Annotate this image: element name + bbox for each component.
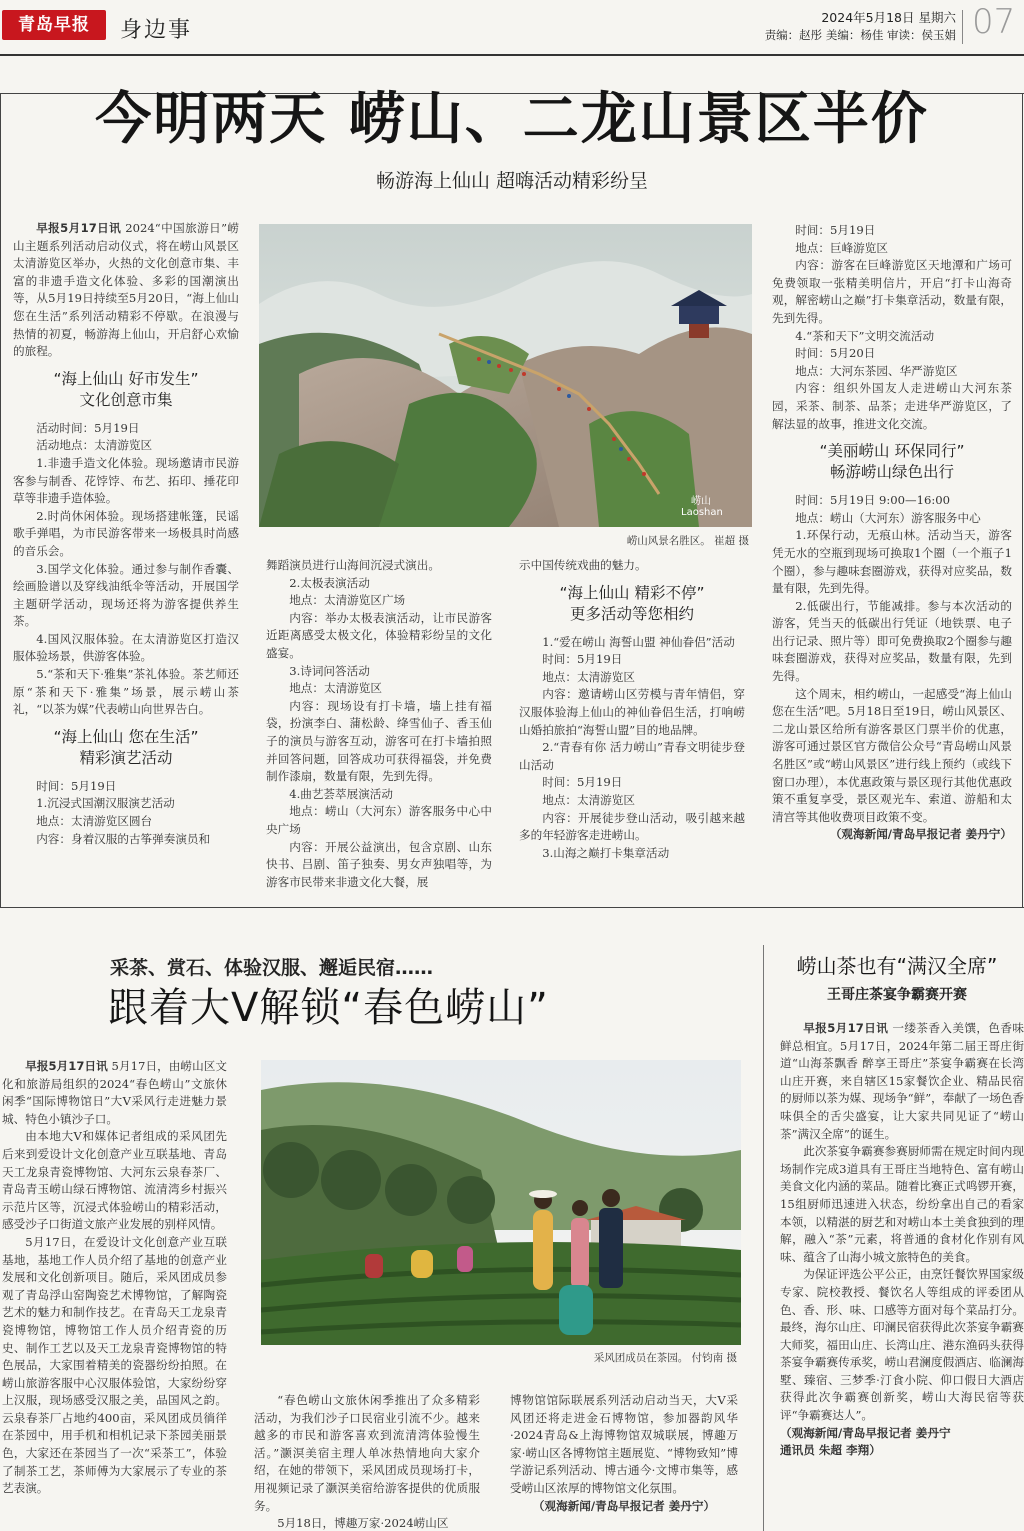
text-paragraph: 5月18日，博趣万家·2024崂山区 (277, 1516, 449, 1530)
article-3-byline: （观海新闻/青岛早报记者 姜丹宁 通讯员 朱超 李翔） (780, 1425, 951, 1458)
text-paragraph: 为保证评选公平公正，由烹饪餐饮界国家级专家、院校教授、餐饮名人等组成的评委团从色、香、形、味、口感等方面对每个菜品打分。最终，海尔山庄、印澜民宿获得此次茶宴争霸赛大师奖，福田山庄、长湾山庄、港东渔码头获得茶宴争霸赛传承奖，崂山君澜度假酒店、临澜海墅、臻宿、三梦季·汀食小院、仰口假日大酒店获得此次争霸赛创新奖，崂山大海民宿等获评“争霸赛达人”。 (780, 1267, 1024, 1423)
article-1-headline: 今明两天 崂山、二龙山景区半价 (95, 87, 929, 152)
article-1-column-3 (519, 557, 745, 897)
text-paragraph: 内容：邀请崂山区劳模与青年情侣，穿汉服体验海上仙山的神仙眷侣生活，打响崂山婚拍旅拍“海誓山盟”目的地品牌。 (519, 687, 745, 737)
text-paragraph: 内容：开展徒步登山活动，吸引越来越多的年轻游客走进崂山。 (519, 810, 745, 843)
text-paragraph: 1.环保行动，无痕山林。活动当天，游客凭无水的空瓶到现场可换取1个圈（一个瓶子1个圈），参与趣味套圈游戏，获得对应奖品，数量有限，先到先得。 (772, 528, 1012, 596)
text-paragraph: 地点：崂山（大河东）游客服务中心中央广场 (266, 804, 492, 836)
article-1-column-1 (13, 220, 239, 910)
text-paragraph: 2.“青春有你 活力崂山”青春文明徒步登山活动 (519, 740, 745, 772)
issue-date: 2024年5月18日 星期六 (821, 10, 956, 25)
tea-garden-photo (261, 1060, 741, 1345)
subhead-creative-market: “海上仙山 好市发生” 文化创意市集 (53, 369, 199, 409)
text-paragraph: 内容：游客在巨峰游览区天地潭和广场可免费领取一张精美明信片，开启“打卡山海奇观，解密崂山之巅”打卡集章活动，数量有限，先到先得。 (772, 258, 1012, 325)
text-paragraph: 5月17日，在爱设计文化创意产业互联基地，基地工作人员介绍了基地的创意产业发展和文化创新项目。随后，采风团成员参观了青岛浮山窑陶瓷艺术博物馆，了解陶瓷艺术的魅力和制作技艺。在青岛天工龙泉青瓷博物馆，博物馆工作人员介绍青瓷的历史、制作工艺以及天工龙泉青瓷博物馆的特色展品，大家围着精美的瓷器纷纷拍照。在崂山旅游客服中心汉服体验馆，大家纷纷穿上汉服，现场感受汉服之美，品国风之韵。云泉春茶厂占地约400亩，采风团成员徜徉在茶园中，用手机和相机记录下茶园美丽景色，大家还在茶园当了一次“采茶工”，体验了制茶工艺，茶师傅为大家展示了专业的茶艺表演。 (2, 1234, 227, 1496)
text-line: 地点：太清游览区 (542, 792, 635, 807)
article-2-headline: 跟着大V解锁“春色崂山” (108, 985, 549, 1031)
article-1-column-2 (266, 557, 492, 897)
text-line: 舞蹈演员进行山海间沉浸式演出。 (266, 558, 440, 572)
tea-garden-illustration (261, 1060, 741, 1345)
text-paragraph: 内容：举办太极表演活动，让市民游客近距离感受太极文化，体验精彩纷呈的文化盛宴。 (266, 610, 492, 660)
text-line: 时间：5月19日 (36, 778, 117, 793)
article-2-column-1 (2, 1058, 227, 1530)
text-paragraph: 4.国风汉服体验。在太清游览区打造汉服体验场景，供游客体验。 (13, 631, 239, 664)
text-paragraph: 此次茶宴争霸赛参赛厨师需在规定时间内现场制作完成3道具有王哥庄当地特色、富有崂山美食文化内涵的菜品。随着比赛正式鸣锣开赛，15组厨师迅速进入状态，纷纷拿出自己的看家本领，以精湛的厨艺和对崂山本土美食独到的理解，融入“茶”元素，将普通的食材化作别有风味、蕴含了山海小城文旅特色的美食。 (780, 1144, 1024, 1264)
laoshan-scenic-photo (259, 224, 752, 527)
dateline: 早报5月17日讯 (25, 1059, 108, 1073)
section-title: 身边事 (120, 18, 193, 43)
subhead-more-activities: “海上仙山 精彩不停” 更多活动等您相约 (559, 583, 705, 623)
page-number: 07 (972, 2, 1016, 42)
text-line: 活动地点：太清游览区 (36, 438, 153, 453)
text-line: 地点：太清游览区 (542, 669, 635, 684)
article-1-left-rule (0, 93, 1, 908)
text-paragraph: 这个周末，相约崂山，一起感受“海上仙山 您在生活”吧。5月18日至19日，崂山风景区、二龙山景区给所有游客景区门票半价的优惠，游客可通过景区官方微信公众号“青岛崂山风景名胜区”或“崂山风景区”进行线上预约（或线下窗口办理），本优惠政策与景区现行其他优惠政策不重复享受，景区观光车、索道、游船和太清宫等其他收费项目政策不变。 (772, 686, 1012, 824)
column-divider (763, 945, 764, 1531)
text-line: 时间：5月19日 (542, 775, 623, 790)
lead-paragraph: 5月17日，由崂山区文化和旅游局组织的2024“春色崂山”文旅休闲季“国际博物馆日”大V采风行走进魅力景城、特色小镇沙子口。 (2, 1059, 227, 1126)
text-paragraph: 2.时尚休闲体验。现场搭建帐篷，民谣歌手弹唱，为市民游客带来一场极具时尚感的音乐会。 (13, 508, 239, 558)
lead-paragraph: 一缕茶香入美馔，色香味鲜总相宜。5月17日，2024年第二届王哥庄街道“山海茶飘香 醉享王哥庄”茶宴争霸赛在长湾山庄开赛，来自辖区15家餐饮企业、精品民宿的厨师以茶为媒、现场争“鲜”，奉献了一场色香味俱全的舌尖盛宴，让大家共同见证了“崂山茶”满汉全席”的诞生。 (780, 1021, 1024, 1141)
text-line: 时间：5月19日 (795, 223, 876, 237)
text-line: 示中国传统戏曲的魅力。 (519, 558, 647, 572)
dateline: 早报5月17日讯 (36, 221, 122, 235)
article-3-headline: 崂山茶也有“满汉全席” (796, 954, 998, 978)
header-rule (0, 54, 1024, 56)
text-line: 3.诗词问答活动 (289, 663, 370, 678)
text-line: 地点：崂山（大河东）游客服务中心 (795, 510, 981, 525)
photo-watermark: 崂山 Laoshan (681, 496, 723, 518)
text-paragraph: 3.国学文化体验。通过参与制作香囊、绘画脸谱以及穿线油纸伞等活动，开展国学主题研学活动，现场还将为游客提供养生茶。 (13, 561, 239, 629)
masthead (0, 0, 1024, 60)
text-line: 2.太极表演活动 (289, 575, 370, 590)
text-line: 时间：5月19日 (542, 652, 623, 667)
text-line: 时间：5月20日 (795, 346, 876, 361)
article-1-right-rule (1022, 93, 1023, 908)
article-2-byline: （观海新闻/青岛早报记者 姜丹宁） (532, 1498, 716, 1513)
text-line: 时间：5月19日 9:00—16:00 (795, 493, 951, 508)
lead-paragraph: 2024“中国旅游日”崂山主题系列活动启动仪式，将在崂山风景区太清游览区举办，火热的文化创意市集、丰富的非遗手造文化体验、多彩的国潮演出等，从5月19日持续至5月20日，“海上仙山 您在生活”系列活动精彩不停歇。在浪漫与热情的初夏，畅游海上仙山，开启舒心欢愉的旅程。 (13, 221, 239, 359)
text-line: 4.曲艺荟萃展演活动 (289, 786, 393, 801)
text-line: 地点：大河东茶园、华严游览区 (795, 363, 958, 378)
text-paragraph: 内容：开展公益演出，包含京剧、山东快书、吕剧、笛子独奏、男女声独唱等，为游客市民带来非遗文化大餐，展 (266, 839, 492, 889)
laoshan-mountain-illustration (259, 224, 752, 527)
editor-credits: 责编：赵彤 美编：杨佳 审读：侯玉娟 (764, 28, 956, 42)
main-photo-caption: 崂山风景名胜区。 崔超 摄 (626, 535, 749, 547)
subhead-performances: “海上仙山 您在生活” 精彩演艺活动 (53, 727, 199, 767)
text-paragraph: 1.非遗手造文化体验。现场邀请市民游客参与制香、花饽饽、布艺、拓印、捶花印草等非遗手造体验。 (13, 455, 239, 506)
text-line: 3.山海之巅打卡集章活动 (542, 845, 670, 860)
text-paragraph: 内容：现场设有打卡墙，墙上挂有福袋，扮演李白、蒲松龄、绛雪仙子、香玉仙子的演员与游客互动，游客可在打卡墙拍照并回答问题，回答成功可获得福袋，并免费制作漆扇，数量有限，先到先得。 (266, 698, 492, 784)
dateline: 早报5月17日讯 (803, 1021, 889, 1035)
text-paragraph: 博物馆馆际联展系列活动启动当天，大V采风团还将走进金石博物馆，参加器韵风华·2024青岛&上海博物馆双城联展，博趣万家·崂山区各博物馆主题展览、“博物致知”博学游记系列活动、博古通今·文博市集等，感受崂山区浓厚的博物馆文化氛围。 (510, 1393, 738, 1495)
text-paragraph: 2.低碳出行，节能减排。参与本次活动的游客，凭当天的低碳出行凭证（地铁票、电子出行记录、照片等）即可免费换取2个圈参与趣味套圈游戏，获得对应奖品，数量有限，先到先得。 (772, 598, 1012, 684)
text-line: 1.沉浸式国潮汉服演艺活动 (36, 796, 175, 811)
text-line: 活动时间：5月19日 (36, 420, 140, 435)
text-line: 地点：巨峰游览区 (795, 240, 888, 255)
text-line: 地点：太清游览区圆台 (36, 814, 153, 829)
article-2-column-3 (510, 1392, 738, 1530)
article-2-kicker: 采茶、赏石、体验汉服、邂逅民宿…… (110, 957, 434, 979)
text-paragraph: 5.“茶和天下·雅集”茶礼体验。茶艺师还原“茶和天下·雅集”场景，展示崂山茶礼，“以茶为媒”代表崂山向世界告白。 (13, 667, 239, 717)
article-3-subtitle: 王哥庄茶宴争霸赛开赛 (827, 987, 967, 1003)
newspaper-logo: 青岛早报 (2, 10, 106, 40)
article-1-subtitle: 畅游海上仙山 超嗨活动精彩纷呈 (375, 170, 649, 192)
text-line: 内容：身着汉服的古筝弹奏演员和 (36, 831, 211, 846)
subhead-green-travel: “美丽崂山 环保同行” 畅游崂山绿色出行 (819, 442, 965, 482)
text-paragraph: “春色崂山文旅休闲季推出了众多精彩活动，为我们沙子口民宿业引流不少。越来越多的市民和游客喜欢到流清湾体验慢生活。”灏溟美宿主理人单冰热情地向大家介绍，在她的带领下，采风团成员现场打卡，用视频记录了灏溟美宿给游客提供的优质服务。 (254, 1393, 480, 1513)
text-line: 地点：太清游览区广场 (289, 593, 406, 608)
article-3-column (780, 1020, 1024, 1531)
text-paragraph: 1.“爱在崂山 海誓山盟 神仙眷侣”活动 (542, 634, 735, 649)
tea-photo-caption: 采风团成员在茶园。 付钧南 摄 (593, 1352, 737, 1364)
text-line: 4.“茶和天下”文明交流活动 (795, 328, 935, 343)
header-divider (962, 10, 963, 44)
article-1-column-4 (772, 222, 1012, 902)
text-line: 地点：太清游览区 (289, 681, 382, 696)
text-paragraph: 由本地大V和媒体记者组成的采风团先后来到爱设计文化创意产业互联基地、青岛天工龙泉青瓷博物馆、大河东云泉春茶厂、青岛青玉崂山绿石博物馆、流清湾乡村振兴示范片区等，沉浸式体验崂山的精彩活动，感受沙子口街道文旅产业发展的别样风情。 (2, 1129, 227, 1232)
article-1-byline: （观海新闻/青岛早报记者 姜丹宁） (829, 827, 1012, 842)
article-2-column-2 (254, 1392, 480, 1530)
text-paragraph: 内容：组织外国友人走进崂山大河东茶园，采茶、制茶、品茶；走进华严游览区，了解法显的故事，推进文化交流。 (772, 381, 1012, 431)
